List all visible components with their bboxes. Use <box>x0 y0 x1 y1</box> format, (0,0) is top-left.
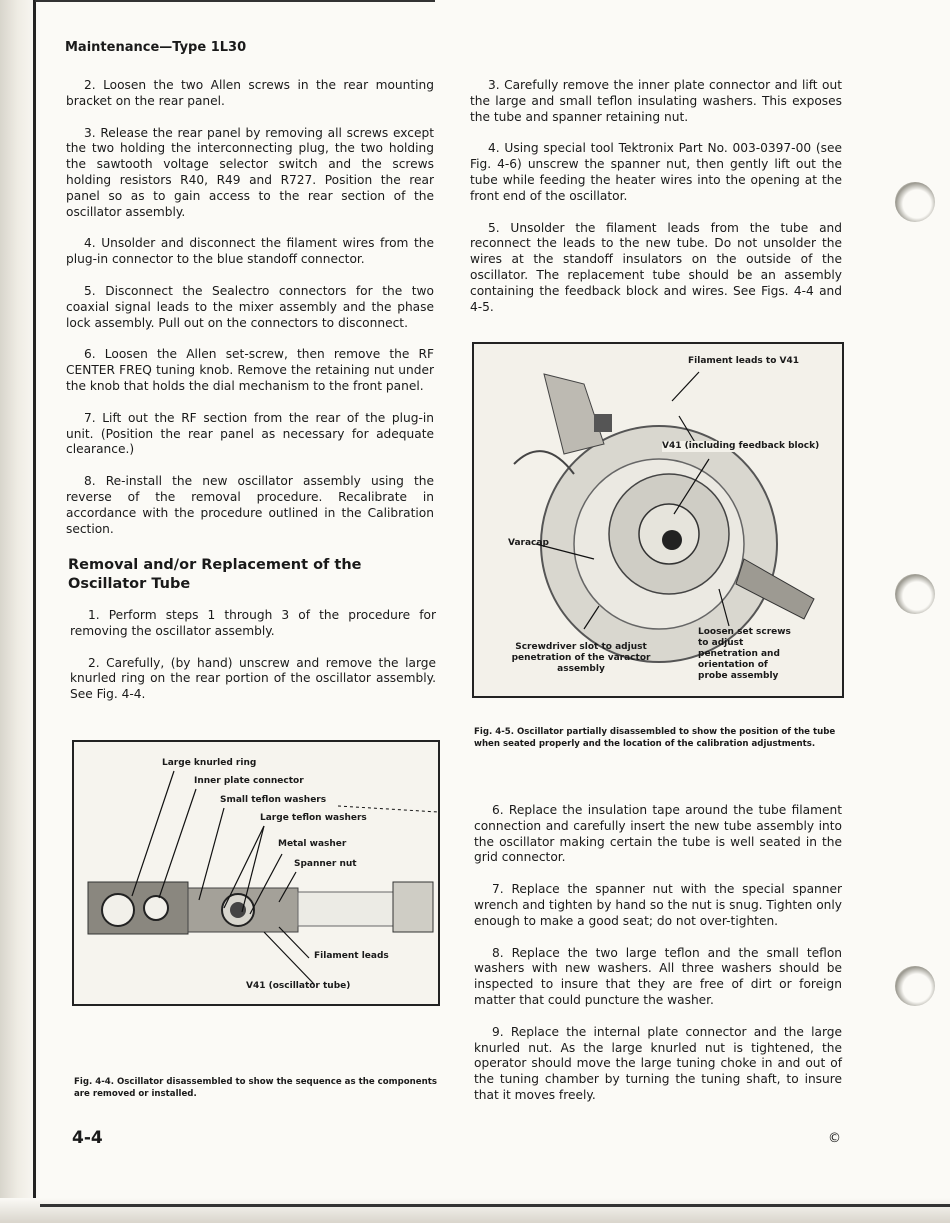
label-v41-tube: V41 (oscillator tube) <box>246 981 351 991</box>
paragraph: 9. Replace the internal plate connector and the large knurled nut. As the large knurled nut is tightened, the operator should move the large tuning choke in and out of the tuning chamber by turning the tuning shaft, to insure that it moves freely. <box>474 1024 842 1102</box>
right-column-steps-continued <box>474 803 842 1120</box>
right-column-steps <box>470 78 842 331</box>
figure-4-5-caption: Fig. 4-5. Oscillator partially disassembled to show the position of the tube when seated properly and the location of the calibration adjustments. <box>474 727 836 749</box>
paragraph: 8. Replace the two large teflon and the small teflon washers with new washers. All three washers should be inspected to insure that they are free of dirt or foreign matter that could puncture the washer. <box>474 945 842 1007</box>
page-bottom-edge-shadow <box>0 1198 950 1223</box>
paragraph: 6. Loosen the Allen set-screw, then remove the RF CENTER FREQ tuning knob. Remove the retaining nut under the knob that holds the dial mechanism to the front panel. <box>66 347 434 393</box>
label-screwdriver-slot: Screwdriver slot to adjust penetration of the varactor assembly <box>511 642 651 674</box>
paragraph: 5. Unsolder the filament leads from the tube and reconnect the leads to the new tube. Do not unsolder the wires at the standoff insulators on the outside of the oscillator. The replacement tube should be an assembly containing the feedback block and wires. See Figs. 4-4 and 4-5. <box>470 220 842 314</box>
left-column-steps <box>66 78 434 553</box>
page-number: 4-4 <box>72 1128 103 1148</box>
section-heading: Removal and/or Replacement of the Oscillator Tube <box>68 557 362 592</box>
paragraph: 7. Lift out the RF section from the rear of the plug-in unit. (Position the rear panel as necessary for adequate clearance.) <box>66 410 434 457</box>
label-spanner-nut: Spanner nut <box>294 859 357 869</box>
running-head: Maintenance—Type 1L30 <box>65 40 247 55</box>
punch-hole-icon <box>895 182 935 222</box>
punch-hole-icon <box>895 966 935 1006</box>
paragraph: 3. Carefully remove the inner plate connector and lift out the large and small teflon insulating washers. This exposes the tube and spanner retaining nut. <box>470 78 842 124</box>
figure-4-4-caption: Fig. 4-4. Oscillator disassembled to show the sequence as the components are removed or installed. <box>74 1077 437 1099</box>
figure-4-4-photo <box>72 740 440 1006</box>
figure-4-5-photo <box>472 342 844 698</box>
paragraph: 3. Release the rear panel by removing all screws except the two holding the interconnecting plug, the two holding the sawtooth voltage selector switch and the screws holding resistors R40, R49 and R727. Position the rear panel so as to gain access to the rear section of the oscillator assembly. <box>66 125 434 219</box>
paragraph: 7. Replace the spanner nut with the special spanner wrench and tighten by hand so the nut is snug. Tighten only enough to make a good seat; do not over-tighten. <box>474 882 843 928</box>
paragraph: 4. Using special tool Tektronix Part No. 003-0397-00 (see Fig. 4-6) unscrew the spanner nut, then gently lift out the tube while feeding the heater wires into the opening at the front end of the oscillator. <box>470 141 842 203</box>
paragraph: 1. Perform steps 1 through 3 of the procedure for removing the oscillator assembly. <box>70 608 436 638</box>
paragraph: 2. Loosen the two Allen screws in the rear mounting bracket on the rear panel. <box>66 78 434 108</box>
bottom-border-line <box>40 1204 950 1207</box>
binding-edge-line <box>33 0 36 1223</box>
punch-hole-icon <box>895 574 935 614</box>
label-large-knurled-ring: Large knurled ring <box>162 758 257 768</box>
label-small-teflon-washers: Small teflon washers <box>220 795 327 805</box>
paragraph: 6. Replace the insulation tape around the tube filament connection and carefully insert the new tube assembly into the oscillator making certain the tube is well seated in the grid connector. <box>474 803 842 865</box>
paragraph: 4. Unsolder and disconnect the filament wires from the plug-in connector to the blue standoff connector. <box>66 236 434 267</box>
label-loosen-set-screws: Loosen set screws to adjust penetration and orientation of probe assembly <box>698 627 791 681</box>
copyright-icon: © <box>828 1131 841 1146</box>
label-filament-leads: Filament leads to V41 <box>688 356 800 366</box>
paragraph: 2. Carefully, (by hand) unscrew and remove the large knurled ring on the rear portion of the oscillator assembly. See Fig. 4-4. <box>70 655 436 702</box>
top-border-line <box>35 0 435 2</box>
paragraph: 5. Disconnect the Sealectro connectors for the two coaxial signal leads to the mixer assembly and the phase lock assembly. Pull out on the connectors to disconnect. <box>66 283 434 330</box>
label-v41: V41 (including feedback block) <box>662 441 820 451</box>
paragraph: 8. Re-install the new oscillator assembly using the reverse of the removal procedure. Recalibrate in accordance with the procedure outlined in the Calibration section. <box>66 474 434 536</box>
label-filament-leads: Filament leads <box>314 951 389 961</box>
tube-removal-steps <box>70 608 436 719</box>
label-varacap: Varacap <box>508 538 549 548</box>
label-inner-plate-connector: Inner plate connector <box>194 776 304 786</box>
label-large-teflon-washers: Large teflon washers <box>260 813 367 823</box>
label-metal-washer: Metal washer <box>278 839 347 849</box>
